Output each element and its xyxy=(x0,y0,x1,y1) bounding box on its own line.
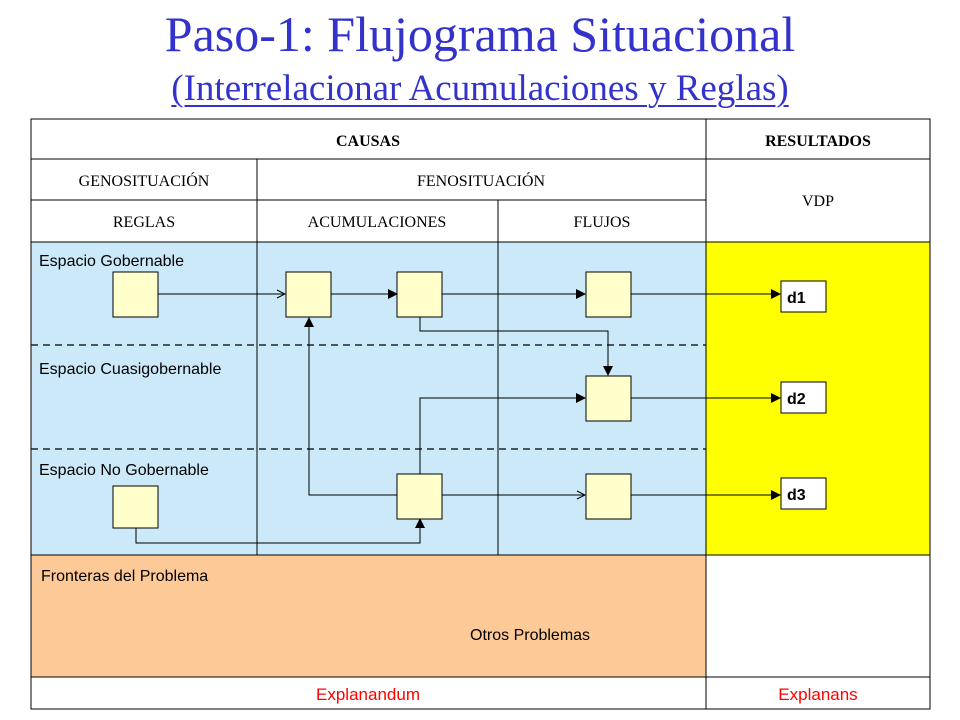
header-vdp: VDP xyxy=(801,193,835,210)
descriptor-d2: d2 xyxy=(787,391,806,408)
fronteras-label: Fronteras del Problema xyxy=(41,568,209,585)
node-regla-2 xyxy=(113,486,158,528)
header-causas: CAUSAS xyxy=(335,133,401,150)
node-acumulacion-2 xyxy=(397,272,442,317)
header-resultados: RESULTADOS xyxy=(765,133,871,150)
header-flujos: FLUJOS xyxy=(573,214,631,231)
node-regla-1 xyxy=(113,272,158,317)
node-acumulacion-1 xyxy=(286,272,331,317)
descriptor-d3: d3 xyxy=(787,487,806,504)
node-flujo-1 xyxy=(586,272,631,317)
subtitle-text: (Interrelacionar Acumulaciones y Reglas) xyxy=(171,68,789,109)
zone-label-cuasigobernable: Espacio Cuasigobernable xyxy=(39,361,222,378)
header-fenosituacion: FENOSITUACIÓN xyxy=(417,173,545,190)
zone-label-no-gobernable: Espacio No Gobernable xyxy=(39,462,209,479)
node-flujo-3 xyxy=(586,474,631,519)
header-reglas: REGLAS xyxy=(112,214,176,231)
otros-problemas-label: Otros Problemas xyxy=(470,627,591,644)
zone-label-gobernable: Espacio Gobernable xyxy=(39,253,184,270)
page-title: Paso-1: Flujograma Situacional xyxy=(164,6,796,62)
descriptor-d1: d1 xyxy=(787,290,806,307)
node-flujo-2 xyxy=(586,376,631,421)
header-acumulaciones: ACUMULACIONES xyxy=(307,214,447,231)
node-acumulacion-3 xyxy=(397,474,442,519)
header-genosituacion: GENOSITUACIÓN xyxy=(78,173,210,190)
footer-explanandum: Explanandum xyxy=(316,685,420,704)
footer-explanans: Explanans xyxy=(778,685,858,704)
